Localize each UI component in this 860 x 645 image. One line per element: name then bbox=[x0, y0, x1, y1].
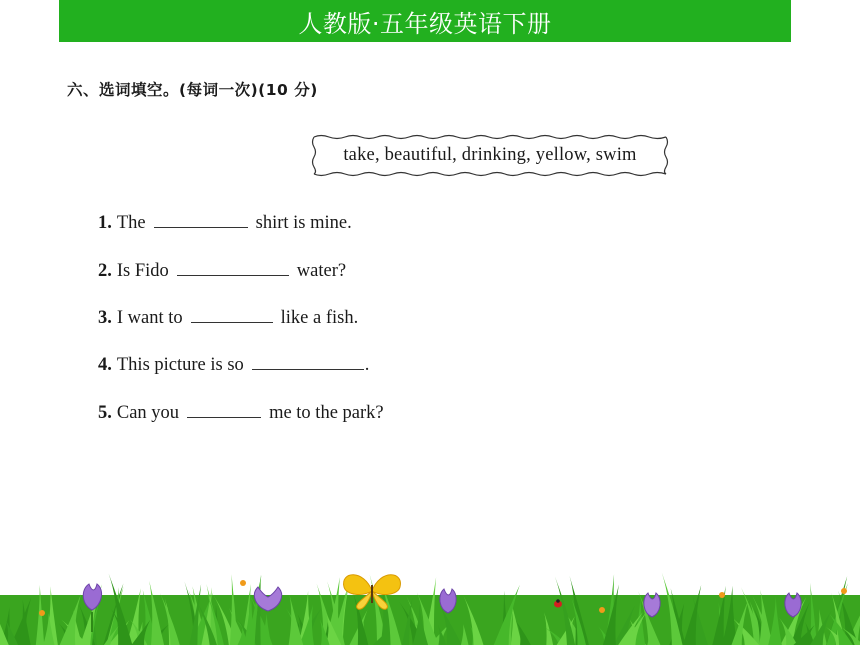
question-text-before: This picture is so bbox=[116, 355, 244, 375]
section-title: 六、选词填空。(每词一次)(10 分) bbox=[67, 81, 318, 99]
question-text-after: . bbox=[364, 355, 370, 375]
question-number: 1. bbox=[98, 213, 112, 233]
question-3 bbox=[98, 304, 358, 329]
small-flower-dot bbox=[39, 610, 45, 616]
answer-blank-3[interactable] bbox=[191, 304, 273, 323]
header-banner bbox=[59, 0, 791, 42]
answer-blank-5[interactable] bbox=[187, 399, 261, 418]
question-text-before: Can you bbox=[116, 403, 180, 423]
question-text-after: me to the park? bbox=[269, 403, 384, 423]
question-text-after: water? bbox=[296, 261, 347, 281]
question-4 bbox=[98, 351, 369, 376]
answer-blank-2[interactable] bbox=[177, 257, 289, 276]
question-number: 4. bbox=[98, 355, 112, 375]
banner-title: 人教版·五年级英语下册 bbox=[298, 9, 552, 38]
question-text-before: I want to bbox=[116, 308, 183, 328]
small-flower-dot bbox=[599, 607, 605, 613]
word-bank-words: take, beautiful, drinking, yellow, swim bbox=[343, 145, 637, 165]
small-flower-dot bbox=[719, 592, 725, 598]
question-2 bbox=[98, 257, 346, 282]
grass-footer-decoration bbox=[0, 555, 860, 645]
question-number: 2. bbox=[98, 261, 112, 281]
question-number: 3. bbox=[98, 308, 112, 328]
small-flower-dot bbox=[240, 580, 246, 586]
question-text-before: Is Fido bbox=[116, 261, 169, 281]
small-flower-dot bbox=[841, 588, 847, 594]
word-bank-box bbox=[311, 134, 669, 177]
answer-blank-4[interactable] bbox=[252, 351, 364, 370]
answer-blank-1[interactable] bbox=[154, 209, 248, 228]
question-1 bbox=[98, 209, 352, 234]
question-number: 5. bbox=[98, 403, 112, 423]
question-text-after: shirt is mine. bbox=[255, 213, 352, 233]
question-text-after: like a fish. bbox=[280, 308, 359, 328]
question-5 bbox=[98, 399, 384, 424]
question-text-before: The bbox=[116, 213, 146, 233]
